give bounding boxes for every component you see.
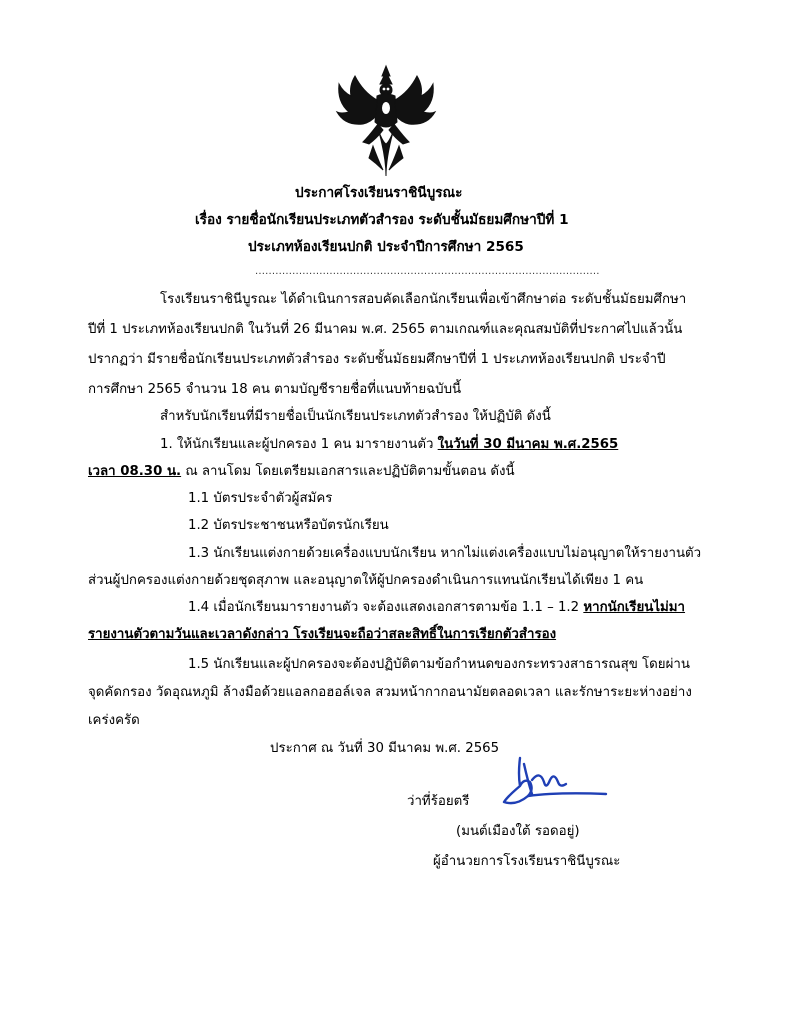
item-1-3-line-2: ส่วนผู้ปกครองแต่งกายด้วยชุดสุภาพ และอนุญาตให้ผู้ปกครองดำเนินการแทนนักเรียนได้เพียง 1 คน (88, 573, 644, 588)
intro-line-3: ปรากฏว่า มีรายชื่อนักเรียนประเภทตัวสำรอง ระดับชั้นมัธยมศึกษาปีที่ 1 ประเภทห้องเรียนปกติ ประจำปี (88, 352, 666, 367)
announcement-subtitle: ประเภทห้องเรียนปกติ ประจำปีการศึกษา 2565 (248, 239, 524, 255)
instruction-line: สำหรับนักเรียนที่มีรายชื่อเป็นนักเรียนประเภทตัวสำรอง ให้ปฏิบัติ ดังนี้ (160, 409, 551, 424)
item-1-text: 1. ให้นักเรียนและผู้ปกครอง 1 คน มารายงานตัว (160, 437, 438, 452)
item-1-4-text: 1.4 เมื่อนักเรียนมารายงานตัว จะต้องแสดงเอกสารตามข้อ 1.1 – 1.2 (188, 600, 584, 615)
item-1-4-line-1 (188, 598, 685, 618)
announcement-title: ประกาศโรงเรียนราชินีบูรณะ (295, 185, 463, 201)
item-1-line-2 (88, 462, 515, 482)
signature-icon (498, 752, 610, 812)
signer-name: (มนต์เมืองใต้ รอดอยู่) (456, 824, 580, 839)
item-1-4-warning: หากนักเรียนไม่มา (583, 600, 686, 615)
item-1-1: 1.1 บัตรประจำตัวผู้สมัคร (188, 491, 333, 506)
intro-line-2: ปีที่ 1 ประเภทห้องเรียนปกติ ในวันที่ 26 มีนาคม พ.ศ. 2565 ตามเกณฑ์และคุณสมบัติที่ประกาศไปแล้วนั้น (88, 322, 683, 337)
item-1-time: เวลา 08.30 น. (88, 464, 182, 479)
item-1-5-line-3: เคร่งครัด (88, 713, 140, 728)
intro-line-1: โรงเรียนราชินีบูรณะ ได้ดำเนินการสอบคัดเลือกนักเรียนเพื่อเข้าศึกษาต่อ ระดับชั้นมัธยมศึกษา (160, 292, 687, 307)
item-1-4-line-2 (88, 625, 556, 645)
signer-position: ผู้อำนวยการโรงเรียนราชินีบูรณะ (433, 854, 621, 869)
item-1-4-warning-cont: รายงานตัวตามวันและเวลาดังกล่าว โรงเรียนจะถือว่าสละสิทธิ์ในการเรียกตัวสำรอง (88, 627, 557, 642)
header-separator: ...................................................................................................... (255, 266, 600, 277)
item-1-2: 1.2 บัตรประชาชนหรือบัตรนักเรียน (188, 518, 389, 533)
item-1-line-1 (160, 435, 618, 455)
garuda-emblem-icon (333, 62, 439, 180)
announcement-subject: เรื่อง รายชื่อนักเรียนประเภทตัวสำรอง ระดับชั้นมัธยมศึกษาปีที่ 1 (195, 212, 569, 228)
item-1-location: ณ ลานโดม โดยเตรียมเอกสารและปฏิบัติตามขั้นตอน ดังนี้ (181, 464, 515, 479)
announcement-date: ประกาศ ณ วันที่ 30 มีนาคม พ.ศ. 2565 (270, 741, 500, 756)
item-1-date: ในวันที่ 30 มีนาคม พ.ศ.2565 (437, 437, 619, 452)
item-1-3-line-1: 1.3 นักเรียนแต่งกายด้วยเครื่องแบบนักเรียน หากไม่แต่งเครื่องแบบไม่อนุญาตให้รายงานตัว (188, 546, 702, 561)
intro-line-4: การศึกษา 2565 จำนวน 18 คน ตามบัญชีรายชื่อที่แนบท้ายฉบับนี้ (88, 382, 462, 397)
item-1-5-line-1: 1.5 นักเรียนและผู้ปกครองจะต้องปฏิบัติตามข้อกำหนดของกระทรวงสาธารณสุข โดยผ่าน (188, 657, 690, 672)
item-1-5-line-2: จุดคัดกรอง วัดอุณหภูมิ ล้างมือด้วยแอลกอฮอล์เจล สวมหน้ากากอนามัยตลอดเวลา และรักษาระยะห่างอย่าง (88, 685, 692, 700)
signer-rank: ว่าที่ร้อยตรี (407, 794, 470, 809)
